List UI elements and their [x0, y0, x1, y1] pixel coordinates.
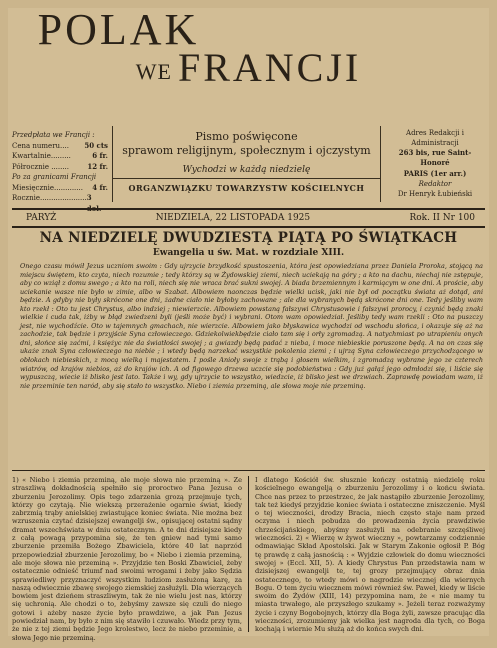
newspaper-page [8, 5, 489, 642]
column-divider [248, 476, 249, 632]
masthead-title-we: WE [135, 58, 172, 84]
address-line3 [385, 148, 485, 168]
masthead-title-polak: POLAK [37, 5, 200, 54]
article-headline: NA NIEDZIELĘ DWUDZIESTĄ PIĄTĄ PO ŚWIĄTKACH [39, 230, 458, 246]
gospel-text: Onego czasu mówił Jezus uczniom swoim : Gdy ujrzycie brzydkość spustoszenia, która jest opowiedziana przez Daniela Proroka, stojącą na miejscu świętem, kto czyta, niech rozumie ; tedy którzy są w Żydowskiej ziemi, niech uciekają na góry ; a kto na dachu, niechaj nie zstępuje, aby co wziął z domu swego ; a kto na roli, niech się nie wraca brać sukni swojej. A biada brzemiennym i karmiącym w one dni. A proście, aby uciekanie wasze nie było w zimie, albo w Szabat. Albowiem naonczas będzie wielki ucisk, jaki nie był od początku świata aż dotąd, ani będzie. A gdyby nie były skrócone one dni, żadne ciało nie byłoby zachowane ; ale dla wybranych będą skrócone dni one. Tedy jeśliby wam kto rzekł : Oto tu jest Chrystus, albo indziej ; niewierzcie. Albowiem powstaną fałszywi Chrystusowie i fałszywi prorocy, i czynić będą znaki wielkie i cuda tak, iżby w błąd zwiedzeni byli (jeśli może być) i wybrani. Otom wam opowiedział. Jeśliby tedy wam rzekli : Oto na puszczy jest, nie wychodźcie. Oto w tajemnych gmachach, nie wierzcie. Albowiem jako błyskawica wychodzi od wschodu słońca, i okazuje się aż na zachodzie, tak będzie i przyjście Syna człowieczego. Gdziekolwiekbędzie ciało tam się i orły zgromadzą. A natychmiast po utrapieniu onych dni, słońce się zaćmi, i księżyc nie da światłości swojej ; a gwiazdy będą padać z nieba, i moce niebieskie poruszone będą. A na on czas się ukaże znak Syna człowieczego na niebie ; i wtedy będą narzekać wszystkie pokolenia ziemi ; i ujrzą Syna człowieczego przychodzącego w obłokach niebieskich, z mocą wielką i majestatem. I pośle Anioły swoje z trąbą i głosem wielkim, i zgromadzą wybrane jego ze czterech wiatrów, od krajów niebios, aż do krajów ich. A od figowego drzewa uczcie się podobieństwa : Gdy już gałąź jego odmłodzi się, i liście się wypuszczą, wiecie iż blisko jest lato. Także i wy, gdy ujrzycie to wszystko, wiedzcie, iż blisko jest we drzwiach. Zaprawdę powiadam wam, iż nie przeminie ten naród, aby się stało to wszystko. Niebo i ziemia przeminą, ale słowa moje nie przeminą. [20, 262, 483, 390]
subscription-box [12, 126, 108, 213]
price-value: 6 fr. [92, 151, 108, 160]
mission-line4: ORGANZWIĄZKU TOWARZYSTW KOŚCIELNYCH [128, 183, 365, 193]
dateline [12, 208, 485, 228]
dateline-place: PARYŻ [26, 213, 57, 223]
price-value: 50 cts [84, 140, 108, 150]
price-row [12, 141, 108, 152]
column-left: 1) « Niebo i ziemia przeminą, ale moje słowa nie przeminą ». Ze straszliwą dokładnością spełniło się proroctwo Pana Jezusa o zburzeniu Jerozolimy. Opis tego zdarzenia grozą przejmuje tych, którzy go czytają. Nie wiekszą przeraźenie ogarnie świat, kiedy zabrzmią trąby anielskiej zwiastujące koniec świata. Nie można bez wzruszenia czytać dzisiejszej ewangelji św., opisującej ostatni sądny dramat wszechświata w dniu ostatecznym. A te dni dzisiejsze kiedy z całą powagą przypomina się, że ten gniew nad tymi samo zburzenie przemiła Bożego Zbawiciela, które 40 lat naprzód przepowiedział zburzenie Jerozolimy, bo « Niebo i ziemia przeminą, ale moje słowa nie przeminą ». Przyjdzie ten Boski Zbawiciel, żeby ostatecznie odnieść triumf nad swoimi wrogami i żeby jako Sędzia sprawiedliwy przyznaczyć wszystkim ludziom zasłużoną karę, za naszą odwiecznie zbawę swojego ziemskiej zasłużyli. Dla wierzących bowiem jest dzieńem straszliwym, tak że nie wielu jest nas, którzy się uchronią. Ale chodzi o to, żebyśmy zawsze się czuli do niego gotowi i ażeby nasze życie było prawdziwe, a jak Pan Jezus powiedział nam, by było z nim się stawiło i czuwało. Wiedz przy tym, że nie z tej ziemi będzie Jego krolestwo, lecz że niebo przeminie, a słowa Jego nie przeminą. [12, 476, 242, 642]
mission-box [112, 126, 381, 202]
price-label: Cena numeru.... [12, 141, 69, 150]
masthead [8, 5, 489, 90]
price-value: 12 fr. [87, 161, 108, 171]
address-city: PARIS (1er arr.) [403, 168, 467, 178]
dateline-date: NIEDZIELA, 22 LISTOPADA 1925 [155, 213, 311, 223]
price-label: Miesięcznie............. [12, 183, 83, 192]
divider [12, 470, 485, 471]
masthead-title-line2: FRANCJI [177, 45, 362, 90]
article-subhead: Ewangelia u św. Mat. w rozdziale XIII. [152, 248, 345, 258]
editor-label: Redaktor [418, 179, 452, 188]
mission-line3: Wychodzi w każdą niedzielę [113, 165, 380, 179]
abroad-heading: Po za granicami Francji [12, 173, 97, 181]
address-line1: Adres Redakcji i [406, 129, 464, 137]
header-info [12, 126, 485, 213]
price-label: Rocznie..................... [12, 194, 87, 202]
subscription-heading: Przedpłata we Francji : [12, 131, 95, 139]
address-box [385, 126, 485, 202]
address-street: 263 bis, rue Saint-Honoré [398, 148, 472, 168]
editor-name: Dr Henryk Łubieński [397, 189, 473, 198]
mission-line1: Pismo poświęcone [195, 130, 298, 143]
price-value: 3 dol. [86, 193, 102, 213]
dateline-issue: Rok. II Nr 100 [409, 213, 475, 223]
price-row [12, 151, 108, 162]
price-label: Półrocznie ........ [12, 162, 69, 171]
address-line2: Administracji [411, 139, 459, 148]
price-row [12, 183, 108, 194]
column-right: I dlatego Kościół św. słusznie kończy ostatnią niedzielę roku kościelnego ewangelją o zburzeniu Jerozolimy i o końcu świata. Chce nas przez to przestrzec, że jak nastąpiło zburzenie Jerozolimy, tak też kiedyś przyjdzie koniec świata i ostateczne zniszczenie. Myśl o tej wieczności, drodzy Bracia, niech często staje nam przed oczyma i niech pobudza do prowadzenia życia prawdziwie chrześcijańskiego, abyśmy zasłużyli na odebranie szczęśliwej wieczności. 2) « Wierzę w żywot wieczny », powtarzamy codziennie odmawiając Skład Apostolski. Jak w Starym Zakonie ogłosił P. Bóg tę prawdę z całą jasnością : « Wyjdzie człowiek do domu wieczności swojej » (Eccl. XII, 5). A kiedy Chrystus Pan przedstawia nam w dzisiejszej ewangelji te, tej grozy przejmujący obraz dnia ostatecznego, to wtedy mówi o nagrodzie wiecznej dla wiernych Bogu. O tem życiu wiecznem mówi również św. Paweł, kiedy w liście swoim do Żydów (XIII, 14) przypomina nam, że « nie mamy tu miasta trwałego, ale przyszłego szukamy ». Jeżeli teraz rozważymy życie i czyny Bogobojnych, którzy dla Boga żyli, zawsze pracując dla wieczności, zrozumiemy jak wielka jest nagroda dla tych, co Boga kochają i wiernie Mu służą aż do końca swych dni. [255, 476, 485, 634]
price-label: Kwartalnie......... [12, 152, 71, 160]
mission-line2: sprawom religijnym, społecznym i ojczystym [122, 144, 371, 157]
address-line4 [385, 169, 485, 179]
price-row [12, 162, 108, 173]
price-value: 4 fr. [92, 182, 108, 192]
masthead-title-francji [8, 45, 489, 90]
